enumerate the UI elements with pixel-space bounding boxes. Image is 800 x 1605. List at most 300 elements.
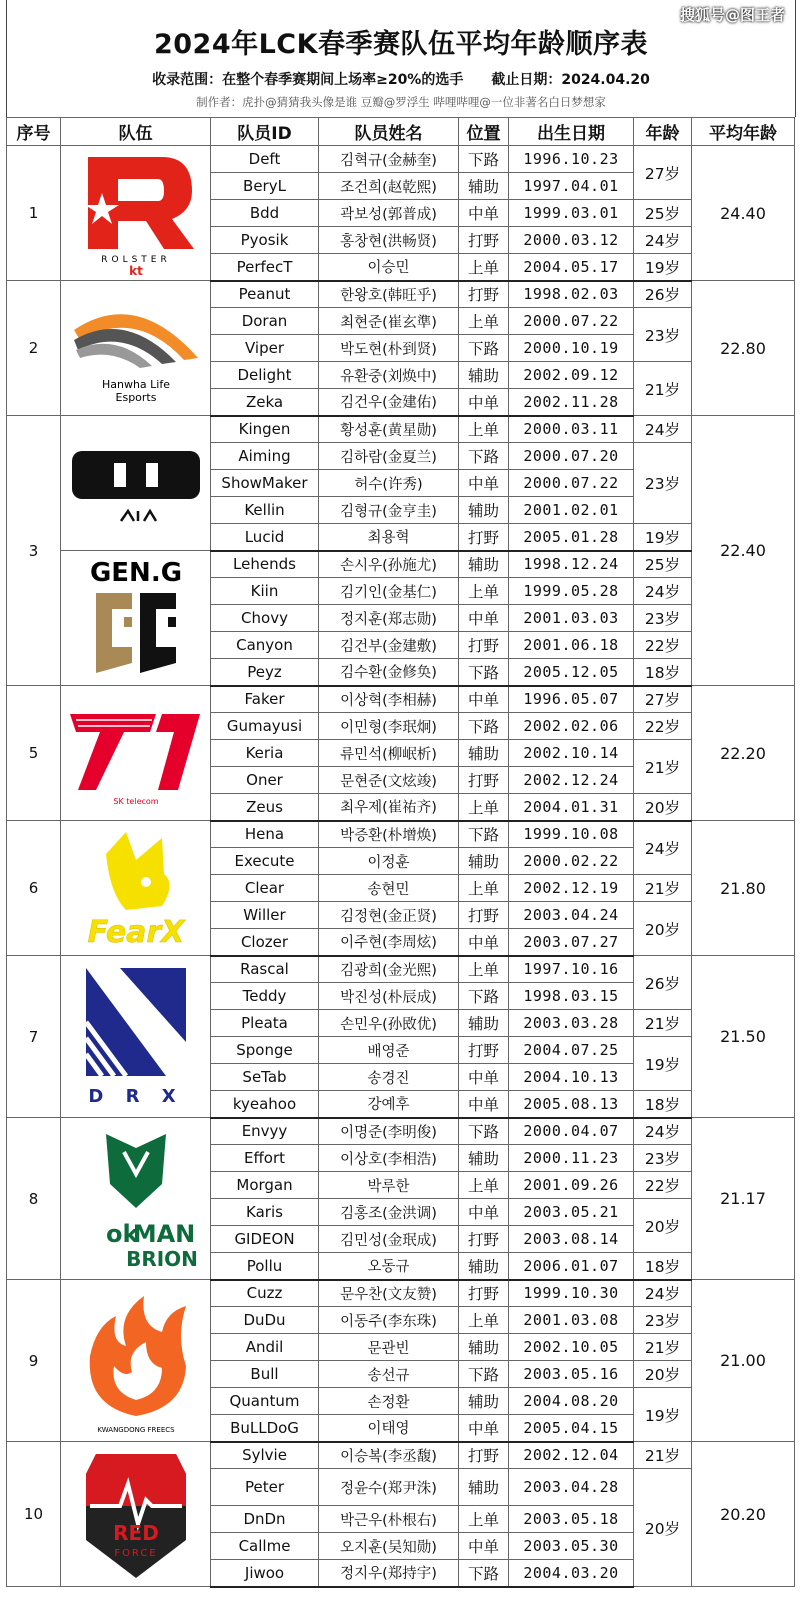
player-age: 22岁 bbox=[634, 1172, 692, 1199]
player-birthdate: 1999.03.01 bbox=[509, 200, 634, 227]
player-birthdate: 2005.01.28 bbox=[509, 524, 634, 551]
player-position: 上单 bbox=[459, 254, 509, 281]
player-birthdate: 2003.03.28 bbox=[509, 1010, 634, 1037]
player-birthdate: 2002.11.28 bbox=[509, 389, 634, 416]
player-position: 中单 bbox=[459, 1199, 509, 1226]
svg-text:FORCE: FORCE bbox=[113, 1548, 158, 1559]
player-position: 打野 bbox=[459, 1442, 509, 1469]
player-name: 박루한 bbox=[319, 1172, 459, 1199]
player-birthdate: 2001.09.26 bbox=[509, 1172, 634, 1199]
player-age: 21岁 bbox=[634, 1334, 692, 1361]
team-rank: 6 bbox=[7, 821, 61, 956]
player-id: Lucid bbox=[211, 524, 319, 551]
player-position: 中单 bbox=[459, 470, 509, 497]
player-position: 辅助 bbox=[459, 1010, 509, 1037]
player-name: 최현준(崔玄準) bbox=[319, 308, 459, 335]
player-name: 강예후 bbox=[319, 1091, 459, 1118]
player-position: 下路 bbox=[459, 335, 509, 362]
player-position: 打野 bbox=[459, 1280, 509, 1307]
player-position: 辅助 bbox=[459, 1145, 509, 1172]
player-name: 오동규 bbox=[319, 1253, 459, 1280]
player-birthdate: 2002.09.12 bbox=[509, 362, 634, 389]
player-id: GIDEON bbox=[211, 1226, 319, 1253]
player-id: BuLLDoG bbox=[211, 1415, 319, 1442]
player-name: 김수환(金修奂) bbox=[319, 659, 459, 686]
table-row bbox=[7, 956, 795, 983]
table-body bbox=[7, 146, 795, 1587]
player-position: 下路 bbox=[459, 1560, 509, 1587]
table-row bbox=[7, 1280, 795, 1307]
player-birthdate: 2004.10.13 bbox=[509, 1064, 634, 1091]
team-average-age: 24.40 bbox=[692, 146, 795, 281]
player-position: 打野 bbox=[459, 902, 509, 929]
svg-text:FearX: FearX bbox=[87, 915, 184, 950]
fearx-logo bbox=[61, 821, 211, 956]
player-position: 中单 bbox=[459, 389, 509, 416]
player-name: 김하람(金夏兰) bbox=[319, 443, 459, 470]
player-position: 下路 bbox=[459, 659, 509, 686]
svg-text:SK telecom: SK telecom bbox=[112, 797, 159, 806]
player-id: DuDu bbox=[211, 1307, 319, 1334]
team-rank: 9 bbox=[7, 1280, 61, 1442]
player-id: BeryL bbox=[211, 173, 319, 200]
col-header-average-age: 平均年龄 bbox=[692, 118, 795, 146]
svg-text:Esports: Esports bbox=[115, 391, 156, 404]
col-header-player-id: 队员ID bbox=[211, 118, 319, 146]
svg-text:BRION: BRION bbox=[125, 1246, 198, 1271]
player-name: 송경진 bbox=[319, 1064, 459, 1091]
player-name: 이정훈 bbox=[319, 848, 459, 875]
col-header-player-name: 队员姓名 bbox=[319, 118, 459, 146]
table-row bbox=[7, 416, 795, 443]
player-id: Peter bbox=[211, 1469, 319, 1506]
player-id: Bdd bbox=[211, 200, 319, 227]
player-birthdate: 1997.04.01 bbox=[509, 173, 634, 200]
player-age: 21岁 bbox=[634, 1442, 692, 1469]
player-id: Oner bbox=[211, 767, 319, 794]
player-age: 27岁 bbox=[634, 146, 692, 200]
player-name: 유환중(刘焕中) bbox=[319, 362, 459, 389]
player-name: 정윤수(郑尹洙) bbox=[319, 1469, 459, 1506]
table-row bbox=[7, 281, 795, 308]
player-birthdate: 1999.10.08 bbox=[509, 821, 634, 848]
player-birthdate: 2003.08.14 bbox=[509, 1226, 634, 1253]
player-id: Teddy bbox=[211, 983, 319, 1010]
player-name: 이상혁(李相赫) bbox=[319, 686, 459, 713]
team-average-age: 22.20 bbox=[692, 686, 795, 821]
player-id: Clozer bbox=[211, 929, 319, 956]
player-age: 19岁 bbox=[634, 1388, 692, 1442]
player-position: 下路 bbox=[459, 146, 509, 173]
player-name: 손민우(孙敃优) bbox=[319, 1010, 459, 1037]
player-age: 19岁 bbox=[634, 254, 692, 281]
player-position: 上单 bbox=[459, 578, 509, 605]
player-age: 21岁 bbox=[634, 875, 692, 902]
player-birthdate: 2000.07.20 bbox=[509, 443, 634, 470]
player-position: 上单 bbox=[459, 1506, 509, 1533]
player-age: 26岁 bbox=[634, 281, 692, 308]
player-position: 下路 bbox=[459, 713, 509, 740]
table-row bbox=[7, 551, 795, 578]
player-position: 上单 bbox=[459, 794, 509, 821]
player-id: Sylvie bbox=[211, 1442, 319, 1469]
player-position: 中单 bbox=[459, 1064, 509, 1091]
player-position: 辅助 bbox=[459, 740, 509, 767]
player-birthdate: 2006.01.07 bbox=[509, 1253, 634, 1280]
player-age: 24岁 bbox=[634, 416, 692, 443]
col-header-age: 年龄 bbox=[634, 118, 692, 146]
player-position: 上单 bbox=[459, 1172, 509, 1199]
player-id: Quantum bbox=[211, 1388, 319, 1415]
hanwha-life-logo bbox=[61, 281, 211, 416]
player-position: 下路 bbox=[459, 1361, 509, 1388]
player-position: 上单 bbox=[459, 308, 509, 335]
player-birthdate: 1999.10.30 bbox=[509, 1280, 634, 1307]
player-name: 정지훈(郑志勋) bbox=[319, 605, 459, 632]
player-age: 21岁 bbox=[634, 1010, 692, 1037]
team-rank: 8 bbox=[7, 1118, 61, 1280]
player-birthdate: 2002.12.19 bbox=[509, 875, 634, 902]
player-name: 류민석(柳岷析) bbox=[319, 740, 459, 767]
player-birthdate: 1996.10.23 bbox=[509, 146, 634, 173]
player-age: 24岁 bbox=[634, 227, 692, 254]
player-name: 이민형(李珉炯) bbox=[319, 713, 459, 740]
player-id: Zeka bbox=[211, 389, 319, 416]
player-name: 송선규 bbox=[319, 1361, 459, 1388]
player-name: 손시우(孙施尤) bbox=[319, 551, 459, 578]
player-name: 이승민 bbox=[319, 254, 459, 281]
player-age: 21岁 bbox=[634, 362, 692, 416]
page-subtitle: 收录范围：在整个春季赛期间上场率≥20%的选手 截止日期：2024.04.20 bbox=[152, 72, 650, 88]
player-birthdate: 2000.02.22 bbox=[509, 848, 634, 875]
player-age: 24岁 bbox=[634, 1118, 692, 1145]
player-name: 조건희(赵乾熙) bbox=[319, 173, 459, 200]
player-birthdate: 2004.05.17 bbox=[509, 254, 634, 281]
player-position: 打野 bbox=[459, 632, 509, 659]
table-row bbox=[7, 1442, 795, 1469]
player-id: Morgan bbox=[211, 1172, 319, 1199]
player-id: Clear bbox=[211, 875, 319, 902]
player-name: 이태영 bbox=[319, 1415, 459, 1442]
player-name: 황성훈(黄星勋) bbox=[319, 416, 459, 443]
player-id: Bull bbox=[211, 1361, 319, 1388]
player-name: 이명준(李明俊) bbox=[319, 1118, 459, 1145]
kt-rolster-logo bbox=[61, 146, 211, 281]
player-name: 송현민 bbox=[319, 875, 459, 902]
player-position: 辅助 bbox=[459, 1253, 509, 1280]
player-id: Keria bbox=[211, 740, 319, 767]
player-name: 손정환 bbox=[319, 1388, 459, 1415]
player-birthdate: 2004.03.20 bbox=[509, 1560, 634, 1587]
player-age: 20岁 bbox=[634, 1361, 692, 1388]
col-header-position: 位置 bbox=[459, 118, 509, 146]
player-birthdate: 2002.12.24 bbox=[509, 767, 634, 794]
player-name: 박증환(朴增焕) bbox=[319, 821, 459, 848]
player-birthdate: 2000.07.22 bbox=[509, 470, 634, 497]
player-id: Peyz bbox=[211, 659, 319, 686]
player-age: 18岁 bbox=[634, 1253, 692, 1280]
player-position: 打野 bbox=[459, 1226, 509, 1253]
player-birthdate: 2003.04.24 bbox=[509, 902, 634, 929]
player-name: 김정현(金正贤) bbox=[319, 902, 459, 929]
team-rank: 7 bbox=[7, 956, 61, 1118]
player-id: Andil bbox=[211, 1334, 319, 1361]
svg-text:D R X: D R X bbox=[87, 1085, 184, 1107]
player-position: 打野 bbox=[459, 767, 509, 794]
player-position: 辅助 bbox=[459, 1334, 509, 1361]
player-birthdate: 1998.12.24 bbox=[509, 551, 634, 578]
drx-logo bbox=[61, 956, 211, 1118]
player-birthdate: 2000.11.23 bbox=[509, 1145, 634, 1172]
player-birthdate: 2003.05.18 bbox=[509, 1506, 634, 1533]
player-birthdate: 2003.05.16 bbox=[509, 1361, 634, 1388]
kwangdong-freecs-logo bbox=[61, 1280, 211, 1442]
player-age: 20岁 bbox=[634, 1469, 692, 1587]
player-age: 22岁 bbox=[634, 713, 692, 740]
player-position: 下路 bbox=[459, 443, 509, 470]
player-id: SeTab bbox=[211, 1064, 319, 1091]
player-name: 박도현(朴到贤) bbox=[319, 335, 459, 362]
player-birthdate: 1999.05.28 bbox=[509, 578, 634, 605]
player-name: 김기인(金基仁) bbox=[319, 578, 459, 605]
player-id: Pollu bbox=[211, 1253, 319, 1280]
team-average-age: 20.20 bbox=[692, 1442, 795, 1587]
player-id: PerfecT bbox=[211, 254, 319, 281]
player-birthdate: 2000.10.19 bbox=[509, 335, 634, 362]
player-position: 上单 bbox=[459, 956, 509, 983]
player-name: 김혁규(金赫奎) bbox=[319, 146, 459, 173]
player-birthdate: 2000.03.12 bbox=[509, 227, 634, 254]
player-birthdate: 2004.08.20 bbox=[509, 1388, 634, 1415]
svg-text:ok: ok bbox=[105, 1219, 138, 1248]
player-age: 26岁 bbox=[634, 956, 692, 1010]
credits: 制作者：虎扑@猜猜我头像是谁 豆瓣@罗浮生 哔哩哔哩@一位非著名白日梦想家 bbox=[196, 95, 606, 109]
player-id: Zeus bbox=[211, 794, 319, 821]
player-id: Chovy bbox=[211, 605, 319, 632]
player-id: Doran bbox=[211, 308, 319, 335]
player-birthdate: 2000.03.11 bbox=[509, 416, 634, 443]
player-name: 문우찬(文友赞) bbox=[319, 1280, 459, 1307]
player-birthdate: 2002.10.05 bbox=[509, 1334, 634, 1361]
player-name: 홍창현(洪畅贤) bbox=[319, 227, 459, 254]
player-birthdate: 2001.06.18 bbox=[509, 632, 634, 659]
team-rank: 1 bbox=[7, 146, 61, 281]
player-id: Lehends bbox=[211, 551, 319, 578]
player-position: 下路 bbox=[459, 983, 509, 1010]
player-age: 19岁 bbox=[634, 1037, 692, 1091]
player-birthdate: 2001.03.08 bbox=[509, 1307, 634, 1334]
player-name: 김민성(金珉成) bbox=[319, 1226, 459, 1253]
team-average-age: 22.80 bbox=[692, 281, 795, 416]
player-birthdate: 2000.07.22 bbox=[509, 308, 634, 335]
player-id: Envyy bbox=[211, 1118, 319, 1145]
col-header-birthdate: 出生日期 bbox=[509, 118, 634, 146]
player-position: 辅助 bbox=[459, 1469, 509, 1506]
player-name: 정지우(郑持宇) bbox=[319, 1560, 459, 1587]
table-row bbox=[7, 686, 795, 713]
player-position: 中单 bbox=[459, 1533, 509, 1560]
table-row bbox=[7, 146, 795, 173]
svg-text:RED: RED bbox=[112, 1521, 159, 1545]
player-position: 下路 bbox=[459, 1118, 509, 1145]
player-id: Pyosik bbox=[211, 227, 319, 254]
player-name: 김형규(金亨圭) bbox=[319, 497, 459, 524]
team-rank: 2 bbox=[7, 281, 61, 416]
player-name: 이동주(李东珠) bbox=[319, 1307, 459, 1334]
player-id: Hena bbox=[211, 821, 319, 848]
player-position: 上单 bbox=[459, 416, 509, 443]
player-name: 곽보성(郭普成) bbox=[319, 200, 459, 227]
player-id: Kingen bbox=[211, 416, 319, 443]
team-rank: 5 bbox=[7, 686, 61, 821]
player-age: 23岁 bbox=[634, 1145, 692, 1172]
player-id: Canyon bbox=[211, 632, 319, 659]
player-name: 문현준(文炫竣) bbox=[319, 767, 459, 794]
player-position: 中单 bbox=[459, 1091, 509, 1118]
player-birthdate: 1998.03.15 bbox=[509, 983, 634, 1010]
player-name: 김홍조(金洪调) bbox=[319, 1199, 459, 1226]
player-id: Jiwoo bbox=[211, 1560, 319, 1587]
player-name: 이상호(李相浩) bbox=[319, 1145, 459, 1172]
player-id: Effort bbox=[211, 1145, 319, 1172]
player-position: 上单 bbox=[459, 1307, 509, 1334]
player-name: 김건우(金建佑) bbox=[319, 389, 459, 416]
player-position: 辅助 bbox=[459, 551, 509, 578]
player-age: 18岁 bbox=[634, 1091, 692, 1118]
player-age: 20岁 bbox=[634, 794, 692, 821]
player-name: 김건부(金建敷) bbox=[319, 632, 459, 659]
col-header-team: 队伍 bbox=[61, 118, 211, 146]
player-name: 배영준 bbox=[319, 1037, 459, 1064]
player-name: 오지훈(吴知勋) bbox=[319, 1533, 459, 1560]
player-position: 辅助 bbox=[459, 362, 509, 389]
player-name: 박진성(朴辰成) bbox=[319, 983, 459, 1010]
player-name: 최용혁 bbox=[319, 524, 459, 551]
player-age: 23岁 bbox=[634, 308, 692, 362]
player-age: 25岁 bbox=[634, 200, 692, 227]
player-name: 이주현(李周炫) bbox=[319, 929, 459, 956]
player-age: 21岁 bbox=[634, 740, 692, 794]
player-birthdate: 2002.10.14 bbox=[509, 740, 634, 767]
team-rank: 10 bbox=[7, 1442, 61, 1587]
player-id: Aiming bbox=[211, 443, 319, 470]
svg-text:kt: kt bbox=[128, 264, 143, 277]
svg-text:GEN.G: GEN.G bbox=[89, 558, 182, 588]
player-id: Faker bbox=[211, 686, 319, 713]
svg-text:ROLSTER: ROLSTER bbox=[100, 255, 171, 265]
header bbox=[6, 0, 796, 117]
svg-text:MAN: MAN bbox=[132, 1219, 195, 1248]
player-id: Deft bbox=[211, 146, 319, 173]
player-birthdate: 2005.08.13 bbox=[509, 1091, 634, 1118]
page-title: 2024年LCK春季赛队伍平均年龄顺序表 bbox=[153, 29, 649, 60]
player-age: 19岁 bbox=[634, 524, 692, 551]
player-birthdate: 2002.12.04 bbox=[509, 1442, 634, 1469]
player-id: Delight bbox=[211, 362, 319, 389]
player-id: Kellin bbox=[211, 497, 319, 524]
player-age: 24岁 bbox=[634, 578, 692, 605]
player-id: ShowMaker bbox=[211, 470, 319, 497]
player-age: 23岁 bbox=[634, 1307, 692, 1334]
player-age: 20岁 bbox=[634, 902, 692, 956]
player-age: 24岁 bbox=[634, 1280, 692, 1307]
player-position: 辅助 bbox=[459, 173, 509, 200]
player-birthdate: 2001.02.01 bbox=[509, 497, 634, 524]
player-id: Execute bbox=[211, 848, 319, 875]
player-name: 박근우(朴根右) bbox=[319, 1506, 459, 1533]
svg-text:KWANGDONG FREECS: KWANGDONG FREECS bbox=[96, 1425, 175, 1434]
kia-logo bbox=[61, 416, 211, 551]
player-birthdate: 1997.10.16 bbox=[509, 956, 634, 983]
player-age: 23岁 bbox=[634, 443, 692, 524]
player-id: Peanut bbox=[211, 281, 319, 308]
player-position: 打野 bbox=[459, 281, 509, 308]
player-name: 최우제(崔祐齐) bbox=[319, 794, 459, 821]
player-position: 中单 bbox=[459, 605, 509, 632]
player-position: 打野 bbox=[459, 227, 509, 254]
player-id: Karis bbox=[211, 1199, 319, 1226]
player-birthdate: 2003.05.21 bbox=[509, 1199, 634, 1226]
table-header-row bbox=[7, 118, 795, 146]
player-birthdate: 2003.04.28 bbox=[509, 1469, 634, 1506]
player-birthdate: 2005.12.05 bbox=[509, 659, 634, 686]
player-birthdate: 2001.03.03 bbox=[509, 605, 634, 632]
player-id: kyeahoo bbox=[211, 1091, 319, 1118]
player-age: 24岁 bbox=[634, 821, 692, 875]
watermark: 搜狐号@图王者 bbox=[679, 6, 785, 24]
player-position: 上单 bbox=[459, 875, 509, 902]
player-id: Gumayusi bbox=[211, 713, 319, 740]
team-average-age: 21.50 bbox=[692, 956, 795, 1118]
player-id: DnDn bbox=[211, 1506, 319, 1533]
team-rank: 3 bbox=[7, 416, 61, 686]
age-table bbox=[6, 117, 795, 1588]
player-birthdate: 2003.07.27 bbox=[509, 929, 634, 956]
player-age: 22岁 bbox=[634, 632, 692, 659]
player-name: 이승복(李丞馥) bbox=[319, 1442, 459, 1469]
player-id: Rascal bbox=[211, 956, 319, 983]
player-id: Callme bbox=[211, 1533, 319, 1560]
player-age: 20岁 bbox=[634, 1199, 692, 1253]
player-age: 23岁 bbox=[634, 605, 692, 632]
player-birthdate: 1998.02.03 bbox=[509, 281, 634, 308]
player-name: 허수(许秀) bbox=[319, 470, 459, 497]
player-position: 打野 bbox=[459, 524, 509, 551]
player-id: Cuzz bbox=[211, 1280, 319, 1307]
player-birthdate: 2005.04.15 bbox=[509, 1415, 634, 1442]
geng-logo bbox=[61, 551, 211, 686]
player-birthdate: 2004.01.31 bbox=[509, 794, 634, 821]
table-row bbox=[7, 821, 795, 848]
team-average-age: 21.17 bbox=[692, 1118, 795, 1280]
player-birthdate: 2002.02.06 bbox=[509, 713, 634, 740]
player-birthdate: 1996.05.07 bbox=[509, 686, 634, 713]
player-position: 中单 bbox=[459, 686, 509, 713]
player-position: 中单 bbox=[459, 1415, 509, 1442]
player-id: Kiin bbox=[211, 578, 319, 605]
player-position: 中单 bbox=[459, 200, 509, 227]
player-position: 下路 bbox=[459, 821, 509, 848]
player-age: 27岁 bbox=[634, 686, 692, 713]
player-name: 문관빈 bbox=[319, 1334, 459, 1361]
player-position: 中单 bbox=[459, 929, 509, 956]
player-position: 辅助 bbox=[459, 497, 509, 524]
table-row bbox=[7, 1118, 795, 1145]
player-name: 김광희(金光熙) bbox=[319, 956, 459, 983]
team-average-age: 21.00 bbox=[692, 1280, 795, 1442]
player-id: Viper bbox=[211, 335, 319, 362]
player-age: 25岁 bbox=[634, 551, 692, 578]
